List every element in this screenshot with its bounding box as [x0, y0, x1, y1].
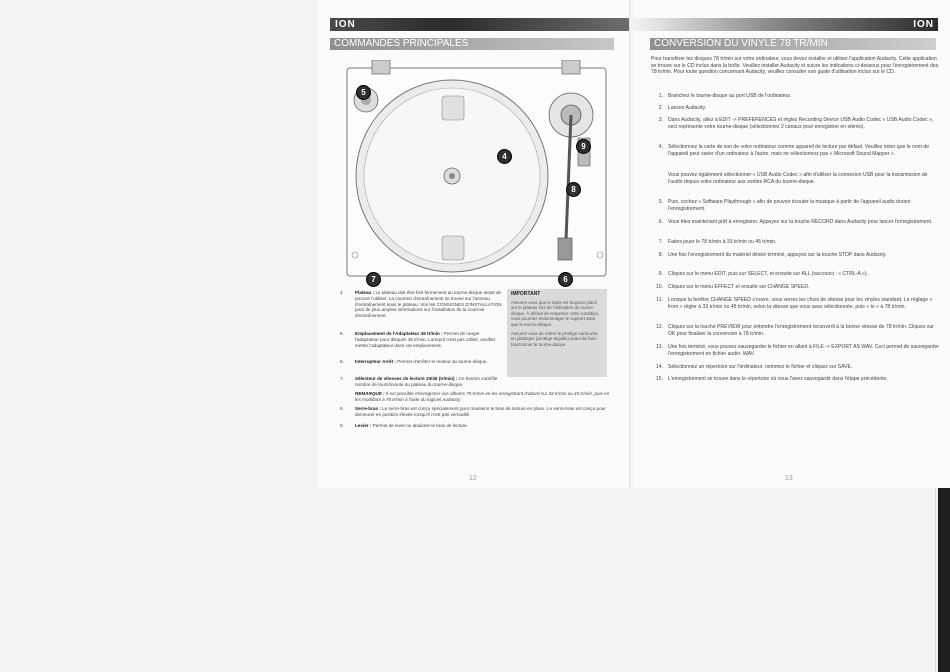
turntable-illustration [344, 60, 609, 280]
callout-9: 9 [576, 139, 591, 154]
important-box: IMPORTANT Assurez-vous que le tapis est toujours placé sur le plateau lors de l'utilisation du tourne-disque. À défaut de respecter cette condition, vous pourriez endommager le support ainsi que le tourne-disque. Assurez-vous de retirer le protège-cartouche en plastique (protège-aiguille) avant de faire fonctionner le tourne-disque. [507, 289, 607, 377]
right-page: ION CONVERSION DU VINYLE 78 TR/MIN Pour transférer les disques 78 tr/min sur votre ordinateur, vous devez installer et utiliser l'application Audacity. Cette application se trouve sur le CD inclus dans la boîte. Veuillez installer Audacity et suivre les indications ci-dessous pour l'enregistrement des 78 tr/min. Pour toute question concernant Audacity, veuillez consulter son guide d'utilisation inclus sur le CD. 1. Branchez le tourne-disque au port USB de l'ordinateur. 2. Lancez Audacity. 3. Dans Audacity, allez à EDIT -> PREFERENCES et réglez Recording Device USB Audio Codec « USB Audio Codec », ceci représente votre tourne-disque (sélectionnez 2 canaux pour enregistrer en stéréo). 4. Sélectionnez la carte de son de votre ordinateur comme appareil de lecture par défaut. Veuillez noter que le nom de l'appareil peut varier d'un ordinateur à l'autre, mais ne sélectionnez pas « Microsoft Sound Mapper ». Vous pouvez également sélectionner « USB Audio Codec » afin d'utiliser la connexion USB pour la transmission de l'audio depuis votre ordinateur aux sorties RCA du tourne-disque. 5. Puis, cochez « Software Playthrough » afin de pouvoir écouter la musique à partir de l'appareil audio durant l'enregistrement. 6. Vous êtes maintenant prêt à enregistrer. Appuyez sur la touche RECORD dans Audacity pour lancer l'enregistrement. 7. Faites jouer le 78 tr/min à 33 tr/min ou 45 tr/min. 8. Une fois l'enregistrement du matériel désiré terminé, appuyez sur la touche STOP dans Audacity. 9. Cliquez sur le menu EDIT, puis sur SELECT, et ensuite sur ALL (raccourci : « CTRL-A »). 10. Cliquez sur le menu EFFECT et ensuite sur CHANGE SPEED. 11. Lorsque la fenêtre CHANGE SPEED s'ouvre, vous verrez les choix de vitesse pour les vinyles standard. Le réglage « from » régler à 33 tr/min ou 45 tr/min, selon la vitesse que vous avez sélectionnée, puis « to » à 78 tr/min. 12. Cliquez sur la touche PREVIEW pour entendre l'enregistrement reconverti à la bonne vitesse de 78 tr/min. Cliquez sur OK pour finaliser la conversion à 78 tr/min. 13. Une fois terminé, vous pouvez sauvegarder le fichier en allant à FILE -> EXPORT AS WAV. Ceci permet de sauvegarder l'enregistrement en fichier audio .WAV. 14. Sélectionnez un répertoire sur l'ordinateur, nommez le fichier et cliquez sur SAVE. 15. L'enregistrement se trouve dans le répertoire où vous l'avez sauvegardé dans l'étape précédente. 13 [633, 0, 950, 488]
turntable-diagram [344, 60, 609, 284]
intro-paragraph: Pour transférer les disques 78 tr/min sur votre ordinateur, vous devez installer et utiliser l'application Audacity. Cette application se trouve sur le CD inclus dans la boîte. Veuillez installer Audacity et suivre les indications ci-dessous pour l'enregistrement des 78 tr/min. Pour toute question concernant Audacity, veuillez consulter son guide d'utilisation inclus sur le CD. [651, 56, 939, 75]
callout-8: 8 [566, 182, 581, 197]
callout-6: 6 [558, 272, 573, 287]
ion-logo: ION [335, 19, 356, 30]
left-page: ION COMMANDES PRINCIPALES 5 4 9 8 7 6 4. Plateau : Le plateau doit être fixé fermement au tourne-disque avant de pouvoir l'utiliser. La courroie d'entraînement se trouve sur l'anneau d'entraînement sous le plateau. Voir les CONSIGNES D'INSTALLATION pour de plus amples informations sur l'installation de la courroie d'entraînement. 5. Emplacement de l'Adaptateur 45 tr/min : Permet de ranger l'adaptateur pour disques 45 tr/min. Lorsqu'il n'est pas utilisé, veuillez mettre l'adaptateur dans cet emplacement. 6. Interrupteur Arrêt : Permet d'arrêter le moteur du tourne-disque. 7. Sélecteur de vitesses de lecture 33/45 (tr/min) : Ce bouton contrôle nombre de tours/minute du plateau du tourne-disque. REMARQUE : Il est possible d'enregistrer vos albums 78 tr/min en les enregistrant d'abord sur 33 tr/min ou 45 tr/min, puis en les modifiant à 78 tr/min à l'aide du logiciel Audacity. 8. Serre-bras : Le serre-bras est conçu spécialement pour maintenir le bras de lecture en place. Le serre-bras est conçu pour demeurer en position élevée lorsqu'il n'est pas verrouillé. 9. Levier : Permet de lever ou abaisser le bras de lecture. IMPORTANT Assurez-vous que le tapis est toujours placé sur le plateau lors de l'utilisation du tourne-disque. À défaut de respecter cette condition, vous pourriez endommager le support ainsi que le tourne-disque. Assurez-vous de retirer le protège-cartouche en plastique (protège-aiguille) avant de faire fonctionner le tourne-disque. 12 [318, 0, 630, 488]
ion-logo: ION [913, 19, 934, 30]
background-divider [935, 488, 936, 672]
dark-edge [938, 488, 950, 672]
callout-7: 7 [366, 272, 381, 287]
section-title: CONVERSION DU VINYLE 78 TR/MIN [650, 38, 936, 50]
section-title: COMMANDES PRINCIPALES [330, 38, 614, 50]
header-bar [330, 18, 629, 31]
page-number: 13 [785, 475, 793, 482]
page-number: 12 [469, 475, 477, 482]
callout-4: 4 [497, 149, 512, 164]
callout-5: 5 [356, 85, 371, 100]
header-bar [633, 18, 938, 31]
